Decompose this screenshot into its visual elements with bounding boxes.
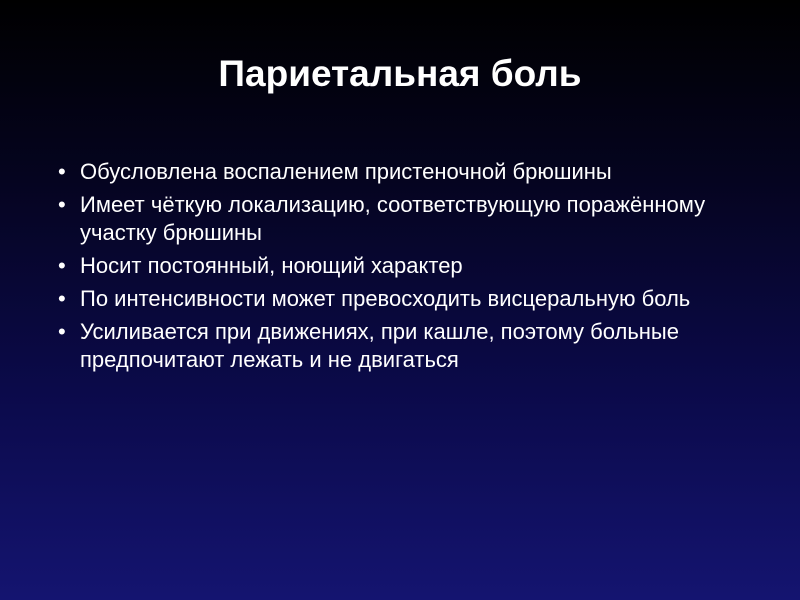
bullet-item <box>58 252 758 280</box>
bullet-text: По интенсивности может превосходить висцеральную боль <box>80 286 691 311</box>
bullet-dot-icon: • <box>58 286 66 311</box>
bullet-item <box>58 285 758 313</box>
slide-title: Париетальная боль <box>218 53 582 94</box>
bullet-text: Усиливается при движениях, при кашле, поэтому больные предпочитают лежать и не двигаться <box>80 319 679 372</box>
bullet-dot-icon: • <box>58 319 66 344</box>
bullet-list <box>58 158 758 379</box>
bullet-text: Имеет чёткую локализацию, соответствующую поражённому участку брюшины <box>80 192 706 245</box>
bullet-dot-icon: • <box>58 253 66 278</box>
bullet-text: Носит постоянный, ноющий характер <box>80 253 463 278</box>
bullet-dot-icon: • <box>58 159 66 184</box>
bullet-item <box>58 318 758 374</box>
bullet-text: Обусловлена воспалением пристеночной брюшины <box>80 159 612 184</box>
bullet-item <box>58 158 758 186</box>
bullet-item <box>58 191 758 247</box>
bullet-dot-icon: • <box>58 192 66 217</box>
